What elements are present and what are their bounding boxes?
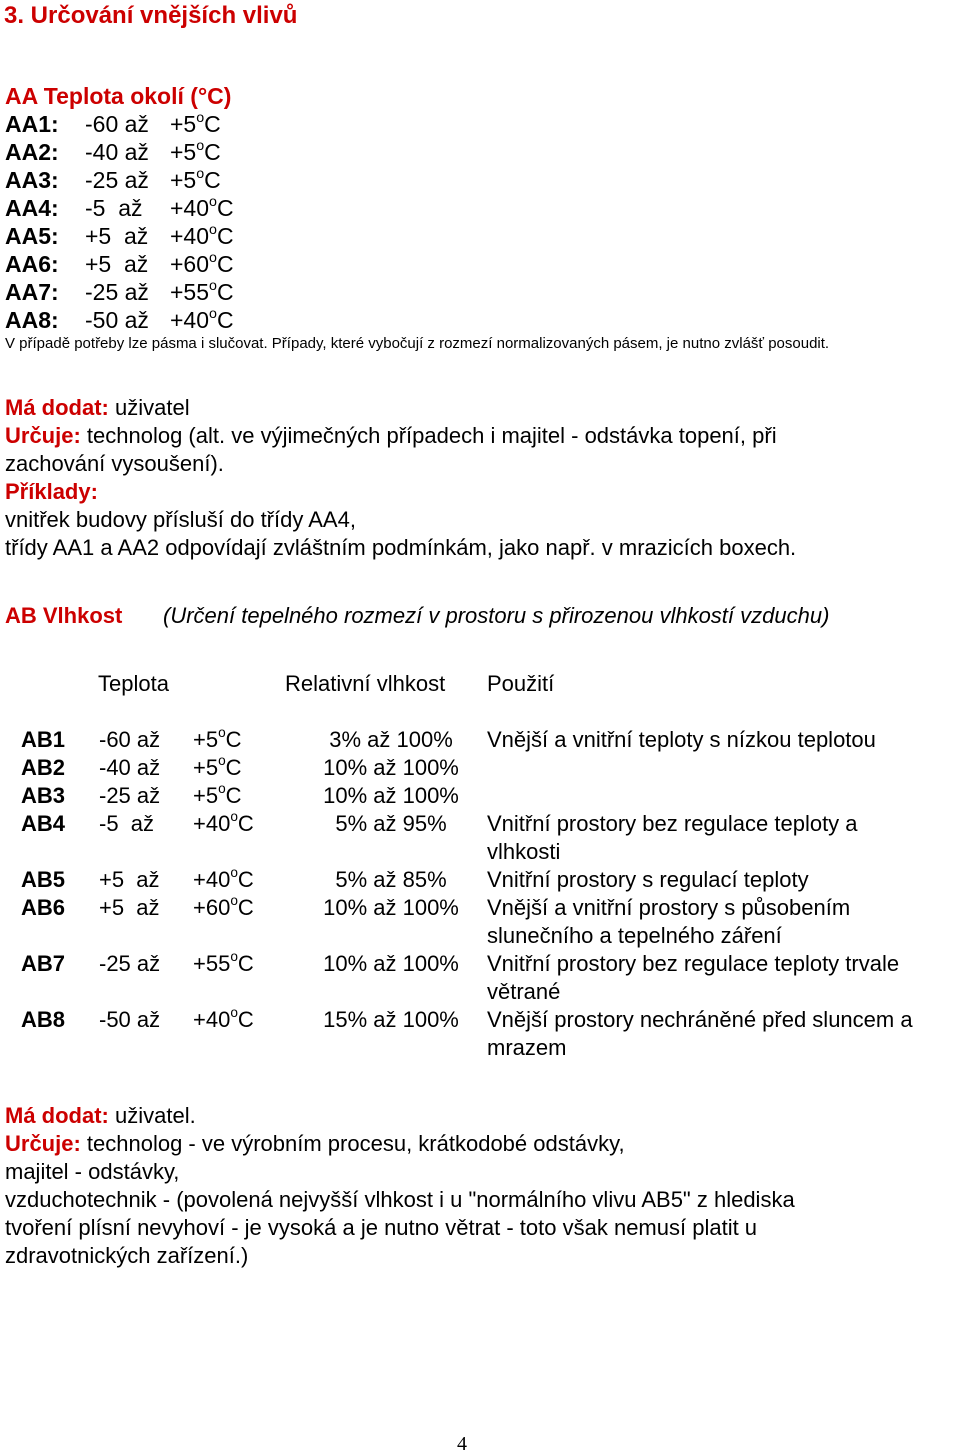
ab-supplier-value: uživatel. (108, 1103, 196, 1128)
ab-table-row (21, 782, 956, 810)
aa-title: AA Teplota okolí (°C) (5, 83, 232, 109)
aa-class-to (170, 166, 221, 194)
temperature-unit: C (204, 167, 221, 193)
aa-class-to (170, 306, 234, 334)
degree-mark: o (209, 221, 217, 238)
ab-table-row (21, 950, 956, 1006)
ab-temp-from: -25 až (99, 783, 161, 808)
ab-usage-line: Vnitřní prostory bez regulace teploty trvale (487, 951, 900, 976)
ab-temp-from: -25 až (99, 951, 161, 976)
temperature-unit: C (204, 139, 221, 165)
ab-usage (487, 950, 960, 1006)
aa-note: V případě potřeby lze pásma i slučovat. Případy, které vybočují z rozmezí normalizovaných pásem, je nutno zvlášť posoudit. (5, 335, 830, 352)
aa-class-name: AA7: (5, 279, 59, 305)
ab-usage-line: Vnější prostory nechráněné před sluncem a (487, 1007, 913, 1032)
ab-usage (487, 894, 960, 950)
degree-mark: o (196, 137, 205, 154)
ab-usage-line: Vnější a vnitřní teploty s nízkou teplotou (487, 727, 876, 752)
ab-usage-line: větrané (487, 979, 561, 1004)
aa-class-name: AA8: (5, 307, 59, 333)
ab-humidity: 5% až 85% (335, 867, 447, 892)
aa-class-from: -50 až (85, 307, 149, 333)
ab-temp-to (193, 810, 254, 838)
aa-class-to-value: +5 (170, 139, 197, 165)
ab-table-row (21, 894, 956, 950)
ab-table-row (21, 866, 956, 894)
degree-mark: o (209, 193, 217, 210)
aa-class-list (5, 110, 405, 334)
ab-class-code: AB1 (21, 727, 66, 752)
aa-class-to-value: +40 (170, 195, 210, 221)
aa-class-name: AA3: (5, 167, 59, 193)
ab-temp-to-value: +5 (193, 727, 219, 752)
aa-supplier-line (5, 394, 190, 422)
aa-determines-label: Určuje: (5, 423, 81, 448)
ab-temp-to (193, 950, 254, 978)
aa-class-row (5, 306, 405, 334)
ab-supplier-label: Má dodat: (5, 1103, 109, 1128)
temperature-unit: C (237, 1007, 254, 1032)
aa-class-name: AA6: (5, 251, 59, 277)
ab-temp-to-value: +40 (193, 867, 231, 892)
aa-class-row (5, 166, 405, 194)
degree-mark: o (209, 249, 217, 266)
ab-note-line-2: vzduchotechnik - (povolená nejvyšší vlhkost i u "normálního vlivu AB5" z hlediska (5, 1187, 795, 1212)
ab-usage (487, 726, 960, 754)
aa-example-2: třídy AA1 a AA2 odpovídají zvláštním podmínkám, jako např. v mrazicích boxech. (5, 535, 797, 560)
aa-class-from: -25 až (85, 279, 149, 305)
ab-note-line-4: zdravotnických zařízení.) (5, 1243, 249, 1268)
temperature-unit: C (216, 223, 234, 249)
aa-class-to-value: +5 (170, 111, 197, 137)
aa-supplier-value: uživatel (108, 395, 190, 420)
aa-class-to (170, 138, 221, 166)
aa-examples-label: Příklady: (5, 479, 98, 504)
aa-class-name: AA2: (5, 139, 59, 165)
aa-class-row (5, 222, 405, 250)
ab-note-line-3: tvoření plísní nevyhoví - je vysoká a je nutno větrat - toto však nemusí platit u (5, 1215, 758, 1240)
degree-mark: o (230, 949, 238, 965)
aa-class-from: -5 až (85, 195, 143, 221)
degree-mark: o (209, 305, 217, 322)
degree-mark: o (218, 725, 226, 741)
aa-class-row (5, 250, 405, 278)
aa-class-from: -25 až (85, 167, 149, 193)
ab-usage-line: Vnější a vnitřní prostory s působením (487, 895, 851, 920)
degree-mark: o (230, 865, 238, 881)
temperature-unit: C (216, 307, 234, 333)
aa-class-to (170, 250, 234, 278)
degree-mark: o (230, 893, 238, 909)
aa-class-to-value: +60 (170, 251, 210, 277)
temperature-unit: C (237, 811, 254, 836)
ab-table-row (21, 1006, 956, 1062)
degree-mark: o (218, 753, 226, 769)
aa-class-name: AA5: (5, 223, 59, 249)
ab-class-code: AB3 (21, 783, 66, 808)
degree-mark: o (218, 781, 226, 797)
ab-usage (487, 1006, 960, 1062)
ab-usage-line: mrazem (487, 1035, 567, 1060)
ab-col-usage: Použití (487, 671, 555, 696)
temperature-unit: C (204, 111, 221, 137)
ab-usage (487, 810, 960, 866)
aa-determines-line (5, 422, 777, 450)
ab-usage-line: vlhkosti (487, 839, 561, 864)
page-number: 4 (457, 1433, 467, 1455)
aa-class-row (5, 110, 405, 138)
aa-class-to (170, 194, 234, 222)
ab-determines-value: technolog - ve výrobním procesu, krátkodobé odstávky, (80, 1131, 625, 1156)
ab-humidity: 15% až 100% (323, 1007, 459, 1032)
ab-class-code: AB5 (21, 867, 66, 892)
ab-temp-to (193, 866, 254, 894)
ab-temp-to (193, 782, 242, 810)
degree-mark: o (196, 165, 205, 182)
aa-class-from: -60 až (85, 111, 149, 137)
aa-class-to (170, 110, 221, 138)
ab-temp-to-value: +40 (193, 811, 231, 836)
ab-temp-from: -40 až (99, 755, 161, 780)
ab-class-code: AB6 (21, 895, 66, 920)
temperature-unit: C (225, 755, 242, 780)
ab-table-row (21, 726, 956, 754)
ab-temp-to-value: +5 (193, 755, 219, 780)
ab-table (21, 726, 956, 1066)
temperature-unit: C (225, 727, 242, 752)
ab-usage (487, 866, 960, 894)
ab-temp-to (193, 894, 254, 922)
ab-humidity: 10% až 100% (323, 755, 459, 780)
aa-class-to-value: +40 (170, 223, 210, 249)
aa-class-from: +5 až (85, 223, 149, 249)
aa-class-to-value: +55 (170, 279, 210, 305)
ab-class-code: AB2 (21, 755, 66, 780)
ab-subtitle: (Určení tepelného rozmezí v prostoru s přirozenou vlhkostí vzduchu) (163, 603, 830, 628)
aa-class-to (170, 278, 234, 306)
ab-usage-line: slunečního a tepelného záření (487, 923, 782, 948)
aa-determines-value: technolog (alt. ve výjimečných případech i majitel - odstávka topení, při (80, 423, 777, 448)
ab-determines-label: Určuje: (5, 1131, 81, 1156)
aa-example-1: vnitřek budovy přísluší do třídy AA4, (5, 507, 356, 532)
ab-col-humidity: Relativní vlhkost (285, 671, 446, 696)
ab-note-line-1: majitel - odstávky, (5, 1159, 180, 1184)
aa-class-to-value: +5 (170, 167, 197, 193)
aa-class-from: -40 až (85, 139, 149, 165)
aa-class-name: AA4: (5, 195, 59, 221)
ab-table-row (21, 754, 956, 782)
aa-class-row (5, 138, 405, 166)
ab-temp-to-value: +55 (193, 951, 231, 976)
aa-class-from: +5 až (85, 251, 149, 277)
ab-temp-from: -5 až (99, 811, 155, 836)
temperature-unit: C (237, 951, 254, 976)
ab-supplier-line (5, 1102, 196, 1130)
ab-temp-to-value: +40 (193, 1007, 231, 1032)
temperature-unit: C (225, 783, 242, 808)
temperature-unit: C (216, 279, 234, 305)
ab-temp-from: -50 až (99, 1007, 161, 1032)
aa-class-row (5, 278, 405, 306)
ab-class-code: AB7 (21, 951, 66, 976)
temperature-unit: C (216, 251, 234, 277)
temperature-unit: C (216, 195, 234, 221)
ab-temp-to-value: +60 (193, 895, 231, 920)
ab-humidity: 5% až 95% (335, 811, 447, 836)
ab-usage-line: Vnitřní prostory s regulací teploty (487, 867, 809, 892)
ab-usage-line: Vnitřní prostory bez regulace teploty a (487, 811, 858, 836)
degree-mark: o (230, 1005, 238, 1021)
ab-temp-from: +5 až (99, 867, 160, 892)
ab-humidity: 10% až 100% (323, 895, 459, 920)
degree-mark: o (230, 809, 238, 825)
ab-temp-to (193, 754, 242, 782)
ab-class-code: AB8 (21, 1007, 66, 1032)
ab-title: AB Vlhkost (5, 603, 123, 628)
ab-determines-line (5, 1130, 625, 1158)
aa-class-to-value: +40 (170, 307, 210, 333)
temperature-unit: C (237, 867, 254, 892)
aa-class-row (5, 194, 405, 222)
degree-mark: o (209, 277, 217, 294)
aa-determines-cont: zachování vysoušení). (5, 451, 224, 476)
ab-table-row (21, 810, 956, 866)
ab-class-code: AB4 (21, 811, 66, 836)
ab-temp-to (193, 726, 242, 754)
section-heading: 3. Určování vnějších vlivů (4, 2, 298, 29)
aa-supplier-label: Má dodat: (5, 395, 109, 420)
ab-humidity: 3% až 100% (329, 727, 453, 752)
ab-humidity: 10% až 100% (323, 783, 459, 808)
aa-class-to (170, 222, 234, 250)
ab-temp-from: +5 až (99, 895, 160, 920)
ab-temp-to-value: +5 (193, 783, 219, 808)
ab-temp-from: -60 až (99, 727, 161, 752)
temperature-unit: C (237, 895, 254, 920)
ab-humidity: 10% až 100% (323, 951, 459, 976)
degree-mark: o (196, 109, 205, 126)
aa-class-name: AA1: (5, 111, 59, 137)
ab-temp-to (193, 1006, 254, 1034)
ab-col-temperature: Teplota (98, 671, 169, 696)
